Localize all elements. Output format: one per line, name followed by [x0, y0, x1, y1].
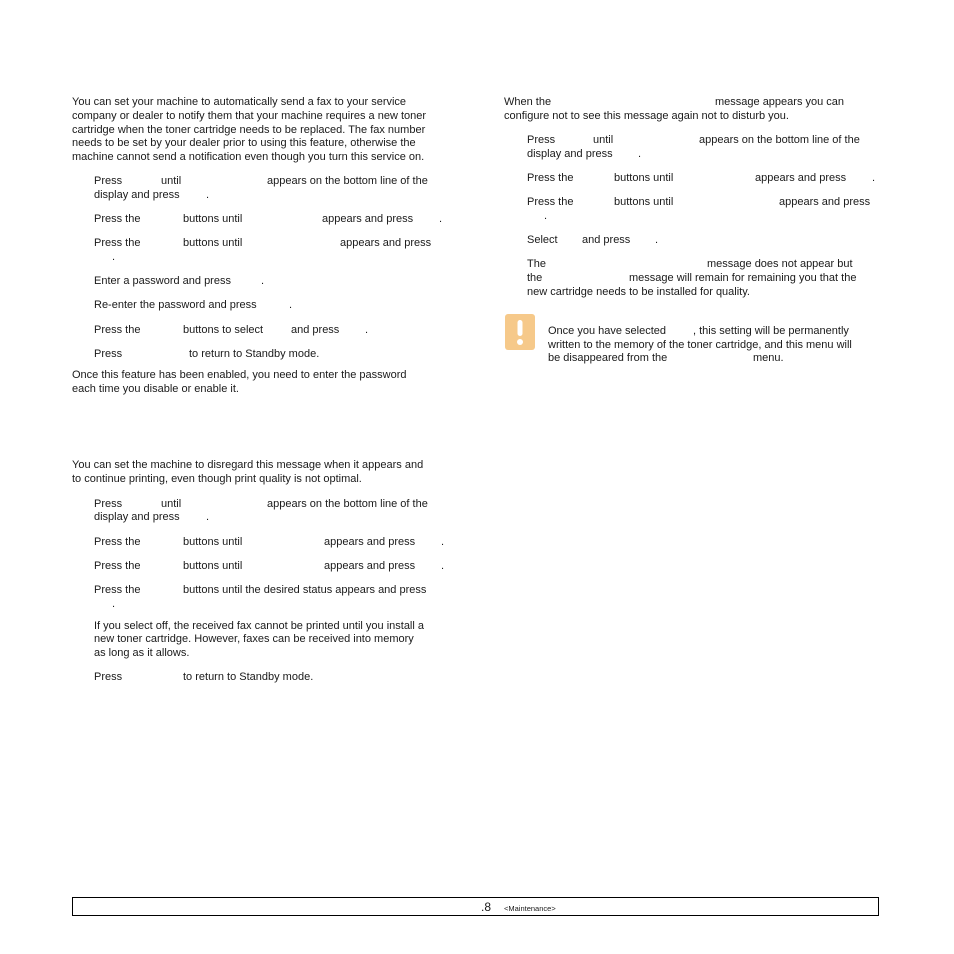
step-text: appears and press: [779, 196, 871, 208]
step-text: Enter a password and press: [94, 275, 231, 287]
step-text: .: [439, 213, 443, 225]
intro-line: You can set the machine to disregard this message when it appears and: [72, 459, 424, 471]
step-text: buttons until the desired status appears and press: [183, 584, 427, 596]
step-text: and press: [582, 234, 631, 246]
step-text: display and press: [94, 511, 180, 523]
step-text: buttons until: [614, 172, 674, 184]
step-text: appears on the bottom line of the: [267, 498, 428, 510]
section-name: <Maintenance>: [504, 904, 556, 913]
step-text: buttons until: [614, 196, 674, 208]
step-text: Press: [527, 134, 556, 146]
step-text: .: [365, 324, 369, 336]
step-text: buttons until: [183, 536, 243, 548]
step-text: appears and press: [324, 560, 416, 572]
intro-line: needs to be set by your dealer prior to using this feature, otherwise the: [72, 137, 416, 149]
step-text: .: [638, 148, 642, 160]
result-text: the: [527, 272, 543, 284]
result-text: The: [527, 258, 546, 270]
step-text: .: [872, 172, 876, 184]
step-text: until: [161, 498, 182, 510]
intro-line: machine cannot send a notification even though you turn this service on.: [72, 151, 425, 163]
step-text: appears on the bottom line of the: [267, 175, 428, 187]
note-text: written to the memory of the toner cartridge, and this menu will: [548, 339, 852, 351]
step-text: buttons until: [183, 237, 243, 249]
step-text: Press: [94, 671, 123, 683]
step-text: .: [544, 210, 548, 222]
intro-text: message appears you can: [715, 96, 845, 108]
step-note-line: as long as it allows.: [94, 647, 190, 659]
step-text: buttons until: [183, 213, 243, 225]
step-text: buttons until: [183, 560, 243, 572]
note-text: be disappeared from the: [548, 352, 668, 364]
step-text: to return to Standby mode.: [189, 348, 320, 360]
step-text: .: [655, 234, 659, 246]
intro-text: When the: [504, 96, 552, 108]
step-text: Press the: [527, 172, 574, 184]
intro-line: You can set your machine to automatically send a fax to your service: [72, 96, 407, 108]
step-text: display and press: [94, 189, 180, 201]
result-text: message does not appear but: [707, 258, 853, 270]
note-text: Once you have selected: [548, 325, 667, 337]
step-text: buttons to select: [183, 324, 264, 336]
result-text: message will remain for remaining you that the: [629, 272, 857, 284]
step-text: Press: [94, 175, 123, 187]
step-text: .: [112, 598, 116, 610]
step-text: appears and press: [322, 213, 414, 225]
step-text: Press the: [94, 324, 141, 336]
step-note-line: new toner cartridge. However, faxes can be received into memory: [94, 633, 414, 645]
note-text: menu.: [753, 352, 784, 364]
step-text: Press the: [94, 213, 141, 225]
step-text: appears on the bottom line of the: [699, 134, 860, 146]
note-text: , this setting will be permanently: [693, 325, 849, 337]
step-text: and press: [291, 324, 340, 336]
intro-line: to continue printing, even though print quality is not optimal.: [72, 473, 362, 485]
intro-line: company or dealer to notify them that your machine requires a new toner: [72, 110, 427, 122]
step-text: Press the: [94, 237, 141, 249]
step-text: Press the: [94, 584, 141, 596]
intro-text: configure not to see this message again not to disturb you.: [504, 110, 789, 122]
intro-line: cartridge when the toner cartridge needs to be replaced. The fax number: [72, 124, 426, 136]
step-text: Select: [527, 234, 558, 246]
step-text: Press the: [94, 536, 141, 548]
body-line: Once this feature has been enabled, you need to enter the password: [72, 369, 407, 381]
step-text: .: [261, 275, 265, 287]
step-note-line: If you select off, the received fax cannot be printed until you install a: [94, 620, 424, 632]
caution-icon: [505, 314, 535, 350]
step-text: appears and press: [755, 172, 847, 184]
step-text: .: [206, 511, 210, 523]
step-text: .: [112, 251, 116, 263]
step-text: Press: [94, 498, 123, 510]
result-text: new cartridge needs to be installed for quality.: [527, 286, 750, 298]
step-text: to return to Standby mode.: [183, 671, 314, 683]
step-text: .: [289, 299, 293, 311]
step-text: .: [206, 189, 210, 201]
body-line: each time you disable or enable it.: [72, 383, 239, 395]
step-text: display and press: [527, 148, 613, 160]
step-text: Re-enter the password and press: [94, 299, 257, 311]
page-number: .8: [481, 900, 492, 914]
step-text: Press the: [94, 560, 141, 572]
step-text: Press the: [527, 196, 574, 208]
step-text: appears and press: [340, 237, 432, 249]
step-text: until: [161, 175, 182, 187]
step-text: Press: [94, 348, 123, 360]
footer-bar: [72, 897, 879, 916]
step-text: .: [441, 536, 445, 548]
step-text: .: [441, 560, 445, 572]
step-text: until: [593, 134, 614, 146]
step-text: appears and press: [324, 536, 416, 548]
